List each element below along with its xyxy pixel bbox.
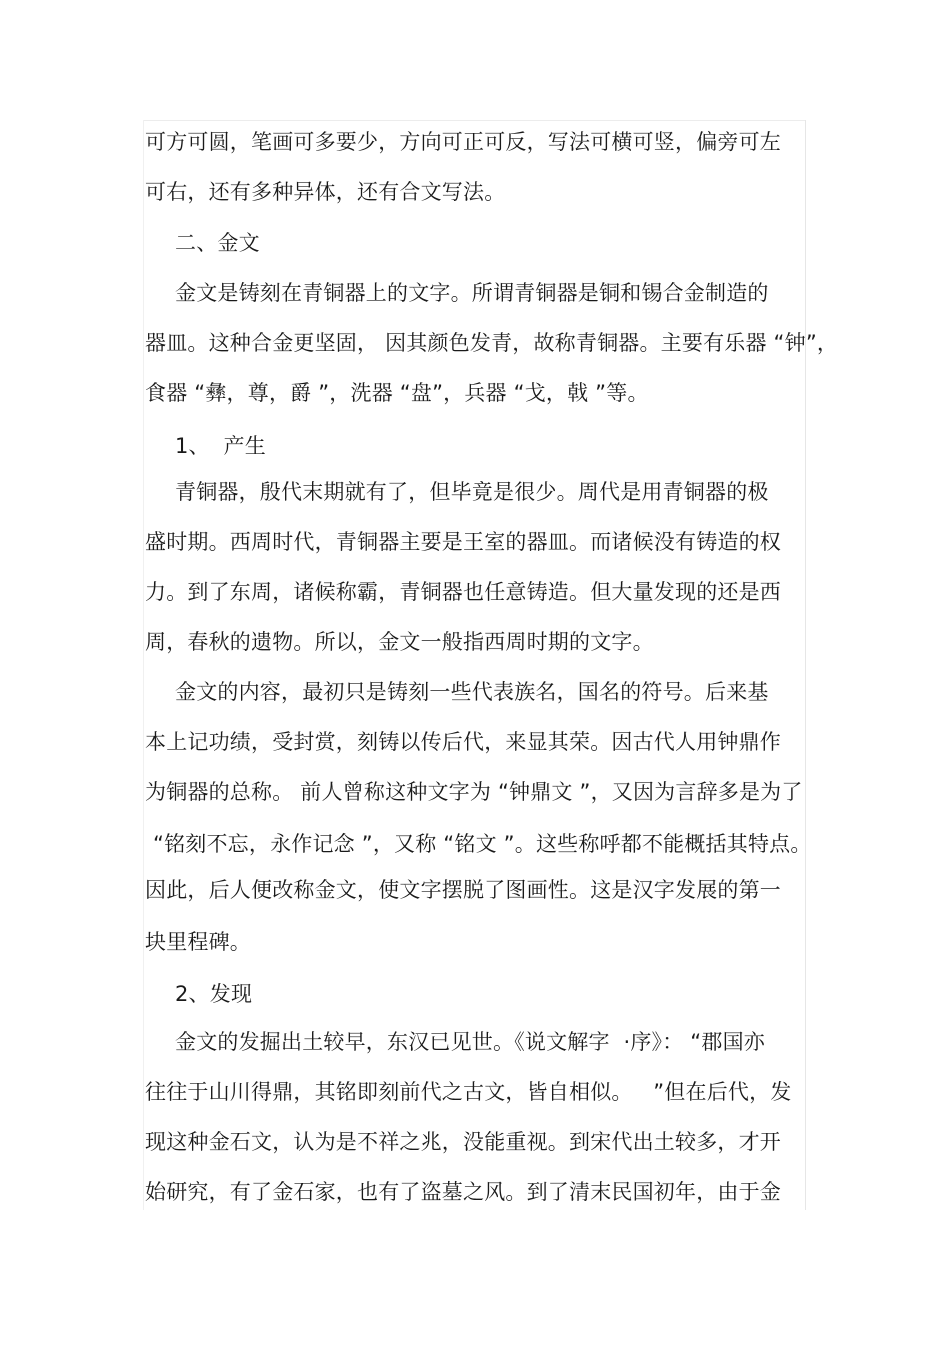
paragraph-line: 力。到了东周，诸候称霸，青铜器也任意铸造。但大量发现的还是西 [145, 580, 781, 604]
paragraph-line: 盛时期。西周时代，青铜器主要是王室的器皿。而诸候没有铸造的权 [145, 530, 781, 554]
paragraph-line: 为铜器的总称。 前人曾称这种文字为 “钟鼎文 ”，又因为言辞多是为了 [145, 780, 803, 804]
paragraph-line: 食器 “彝，尊，爵 ”，洗器 “盘”，兵器 “戈，戟 ”等。 [145, 381, 649, 405]
paragraph-line: 始研究，有了金石家，也有了盗墓之风。到了清末民国初年，由于金 [145, 1180, 781, 1204]
page-frame-left-edge [143, 120, 144, 1210]
paragraph-line: 可方可圆，笔画可多要少，方向可正可反，写法可横可竖，偏旁可左 [145, 130, 781, 154]
subsection-heading: 2、发现 [175, 982, 253, 1006]
paragraph-line: 往往于山川得鼎，其铭即刻前代之古文，皆自相似。 ”但在后代，发 [145, 1080, 792, 1104]
paragraph-line: 周，春秋的遗物。所以，金文一般指西周时期的文字。 [145, 630, 654, 654]
paragraph-line: 金文是铸刻在青铜器上的文字。所谓青铜器是铜和锡合金制造的 [175, 281, 769, 305]
paragraph-line: 块里程碑。 [145, 930, 251, 954]
paragraph-line: 现这种金石文，认为是不祥之兆，没能重视。到宋代出土较多，才开 [145, 1130, 781, 1154]
section-heading: 二、金文 [175, 231, 260, 255]
paragraph-line: 金文的发掘出土较早，东汉已见世。《说文解字 ·序》： “郡国亦 [175, 1030, 765, 1054]
subsection-heading: 1、 产生 [175, 434, 266, 458]
paragraph-line: 可右，还有多种异体，还有合文写法。 [145, 180, 506, 204]
paragraph-line: 因此，后人便改称金文，使文字摆脱了图画性。这是汉字发展的第一 [145, 878, 781, 902]
page-frame-right-edge [805, 120, 806, 1210]
paragraph-line: 本上记功绩，受封赏，刻铸以传后代，来显其荣。因古代人用钟鼎作 [145, 730, 781, 754]
paragraph-line: 金文的内容，最初只是铸刻一些代表族名，国名的符号。后来基 [175, 680, 769, 704]
page-frame-top-edge [143, 120, 806, 121]
paragraph-line: “铭刻不忘，永作记念 ”，又称 “铭文 ”。这些称呼都不能概括其特点。 [153, 832, 812, 856]
paragraph-line: 器皿。这种合金更坚固， 因其颜色发青，故称青铜器。主要有乐器 “钟”， [145, 331, 839, 355]
paragraph-line: 青铜器，殷代末期就有了，但毕竟是很少。周代是用青铜器的极 [175, 480, 769, 504]
